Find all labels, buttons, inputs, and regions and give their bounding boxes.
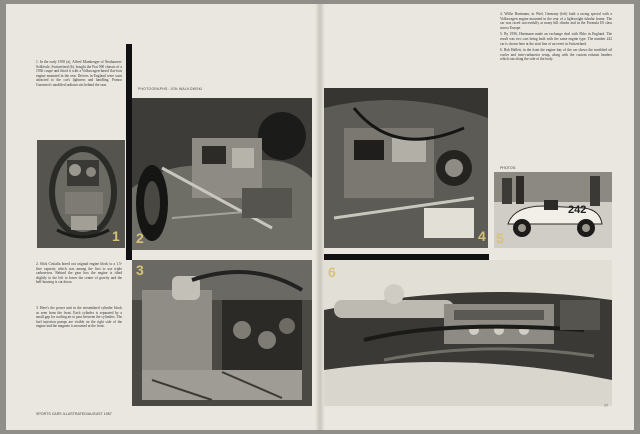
engine-photo-3 <box>132 260 312 406</box>
paragraph-3: 3. Here's the power unit in the streamlined cylinder block as seen from the front. Each cylinder is separated by a small gap for cooling air to pass between the cylinders. The fuel injection pumps are visible on the right side of the engine and the magneto is mounted at the front. <box>36 306 122 329</box>
left-column-text-3 <box>36 306 122 406</box>
engine-photo-4 <box>324 88 488 248</box>
paragraph-2: 2. Slick Cisitalia bored out original engine block to a 1.5-litre capacity which was among the first to use triple carburetors. Behind the gear box the engine is tilted slightly to the left to lower the center of gravity and the bell-housing is cut down. <box>36 262 122 285</box>
photo-number-5: 5 <box>496 230 504 246</box>
photo-number-6: 6 <box>328 264 336 280</box>
engine-photo-6 <box>324 260 612 406</box>
paragraph-4: 4. Willie Hartmann, in Wiel, Germany (left) built a racing special with a Volkswagen engine mounted in the rear of a lightweight tubular frame. The car was raced successfully at many hill climbs and in the Formula III class across Europe. <box>500 12 612 30</box>
photo-number-2: 2 <box>136 230 144 246</box>
paragraph-1: 1. In the early 1950 (a), Alfred Momberger of Neuhausen-Schlössle, Switzerland (b), bought the Fiat 500 chassis of a 1936 coupé and fitted it with a Volkswagen-based flat-four engine mounted in the rear. Drivers in England were soon attracted to the car's lightness and handling. Franco Guernieri's modified radiator sits behind the seat. <box>36 60 122 87</box>
race-number: 242 <box>568 204 587 216</box>
left-column-text-1 <box>36 60 122 136</box>
paragraph-6: 6. Bob Hallett, in the front the engine bay of the car shows the modified oil cooler and twin-carburetor setup, along with the custom exhaust headers which run along the side of the body. <box>500 48 612 62</box>
paragraph-5: 5. By 1956, Hartmann made an exchange deal with Ebbs in England. The result was two cars being built with the same engine type. The number 242 car is shown here at the start line of an event in Switzerland. <box>500 32 612 46</box>
photo-caption: PHOTOS: <box>500 166 517 170</box>
right-folio: 77 <box>604 404 608 408</box>
race-car-photo-5 <box>494 172 612 248</box>
photo-number-1: 1 <box>112 228 120 244</box>
photo-number-4: 4 <box>478 228 486 244</box>
engine-photo-2 <box>132 98 312 250</box>
photo-number-3: 3 <box>136 262 144 278</box>
photo-credit: PHOTOGRAPHS: JON WALKOWSKI <box>138 87 203 91</box>
right-column-text-1 <box>500 12 612 72</box>
left-folio: SPORTS CARS ILLUSTRATED/AUGUST 1957 <box>36 412 112 416</box>
